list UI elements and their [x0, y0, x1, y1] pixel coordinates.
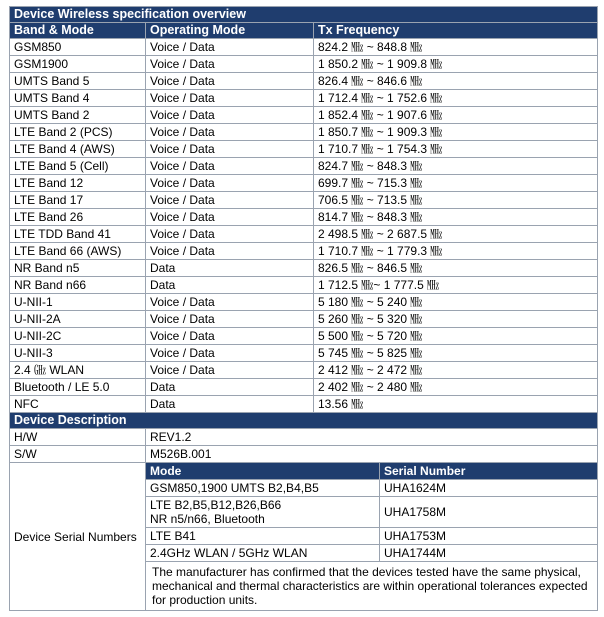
operating-mode-cell: Voice / Data — [146, 73, 314, 90]
spec-row — [10, 73, 598, 90]
band-mode-cell: LTE Band 12 — [10, 175, 146, 192]
spec-row — [10, 209, 598, 226]
tx-frequency-cell: 2 412 ㎒ ~ 2 472 ㎒ — [314, 362, 598, 379]
band-mode-cell: U-NII-2A — [10, 311, 146, 328]
tx-frequency-cell: 1 710.7 ㎒ ~ 1 754.3 ㎒ — [314, 141, 598, 158]
header-tx-frequency: Tx Frequency — [314, 23, 598, 39]
band-mode-cell: LTE Band 17 — [10, 192, 146, 209]
spec-row — [10, 362, 598, 379]
spec-row — [10, 158, 598, 175]
operating-mode-cell: Voice / Data — [146, 141, 314, 158]
operating-mode-cell: Data — [146, 277, 314, 294]
tx-frequency-cell: 5 180 ㎒ ~ 5 240 ㎒ — [314, 294, 598, 311]
spec-title: Device Wireless specification overview — [10, 7, 598, 23]
operating-mode-cell: Voice / Data — [146, 107, 314, 124]
sw-row — [10, 446, 598, 463]
tx-frequency-cell: 5 745 ㎒ ~ 5 825 ㎒ — [314, 345, 598, 362]
tx-frequency-cell: 1 850.7 ㎒ ~ 1 909.3 ㎒ — [314, 124, 598, 141]
hw-value: REV1.2 — [146, 429, 598, 446]
band-mode-cell: U-NII-2C — [10, 328, 146, 345]
manufacturer-note: The manufacturer has confirmed that the devices tested have the same physical, mechanical and thermal characteristics are within operational tolerances expected for production units. — [146, 562, 598, 611]
spec-row — [10, 379, 598, 396]
spec-row — [10, 260, 598, 277]
serial-header-number: Serial Number — [380, 463, 598, 480]
operating-mode-cell: Voice / Data — [146, 124, 314, 141]
tx-frequency-cell: 699.7 ㎒ ~ 715.3 ㎒ — [314, 175, 598, 192]
band-mode-cell: U-NII-1 — [10, 294, 146, 311]
operating-mode-cell: Voice / Data — [146, 328, 314, 345]
operating-mode-cell: Data — [146, 260, 314, 277]
spec-row — [10, 175, 598, 192]
operating-mode-cell: Voice / Data — [146, 362, 314, 379]
band-mode-cell: 2.4 ㎓ WLAN — [10, 362, 146, 379]
operating-mode-cell: Voice / Data — [146, 243, 314, 260]
serial-header-mode: Mode — [146, 463, 380, 480]
band-mode-cell: GSM1900 — [10, 56, 146, 73]
band-mode-cell: GSM850 — [10, 39, 146, 56]
serial-mode: LTE B41 — [146, 528, 380, 545]
operating-mode-cell: Voice / Data — [146, 158, 314, 175]
band-mode-cell: LTE Band 2 (PCS) — [10, 124, 146, 141]
spec-row — [10, 345, 598, 362]
tx-frequency-cell: 824.7 ㎒ ~ 848.3 ㎒ — [314, 158, 598, 175]
spec-row — [10, 243, 598, 260]
sw-label: S/W — [10, 446, 146, 463]
tx-frequency-cell: 1 712.4 ㎒ ~ 1 752.6 ㎒ — [314, 90, 598, 107]
band-mode-cell: LTE Band 26 — [10, 209, 146, 226]
spec-row — [10, 226, 598, 243]
spec-row — [10, 39, 598, 56]
operating-mode-cell: Voice / Data — [146, 294, 314, 311]
operating-mode-cell: Voice / Data — [146, 311, 314, 328]
operating-mode-cell: Voice / Data — [146, 56, 314, 73]
band-mode-cell: NR Band n5 — [10, 260, 146, 277]
operating-mode-cell: Voice / Data — [146, 175, 314, 192]
spec-document — [9, 6, 597, 611]
operating-mode-cell: Voice / Data — [146, 226, 314, 243]
spec-row — [10, 141, 598, 158]
serial-number: UHA1624M — [380, 480, 598, 497]
spec-row — [10, 277, 598, 294]
serial-mode: LTE B2,B5,B12,B26,B66 NR n5/n66, Bluetooth — [146, 497, 380, 528]
operating-mode-cell: Voice / Data — [146, 192, 314, 209]
operating-mode-cell: Voice / Data — [146, 345, 314, 362]
serial-mode: 2.4GHz WLAN / 5GHz WLAN — [146, 545, 380, 562]
operating-mode-cell: Voice / Data — [146, 209, 314, 226]
operating-mode-cell: Data — [146, 396, 314, 413]
band-mode-cell: LTE Band 5 (Cell) — [10, 158, 146, 175]
tx-frequency-cell: 1 712.5 ㎒~ 1 777.5 ㎒ — [314, 277, 598, 294]
tx-frequency-cell: 814.7 ㎒ ~ 848.3 ㎒ — [314, 209, 598, 226]
header-operating-mode: Operating Mode — [146, 23, 314, 39]
tx-frequency-cell: 826.5 ㎒ ~ 846.5 ㎒ — [314, 260, 598, 277]
band-mode-cell: LTE Band 4 (AWS) — [10, 141, 146, 158]
serial-number: UHA1744M — [380, 545, 598, 562]
tx-frequency-cell: 824.2 ㎒ ~ 848.8 ㎒ — [314, 39, 598, 56]
serial-mode: GSM850,1900 UMTS B2,B4,B5 — [146, 480, 380, 497]
band-mode-cell: Bluetooth / LE 5.0 — [10, 379, 146, 396]
wireless-spec-table — [9, 6, 598, 611]
band-mode-cell: LTE TDD Band 41 — [10, 226, 146, 243]
tx-frequency-cell: 1 850.2 ㎒ ~ 1 909.8 ㎒ — [314, 56, 598, 73]
description-title: Device Description — [10, 413, 598, 429]
sw-value: M526B.001 — [146, 446, 598, 463]
band-mode-cell: UMTS Band 5 — [10, 73, 146, 90]
hw-label: H/W — [10, 429, 146, 446]
tx-frequency-cell: 1 852.4 ㎒ ~ 1 907.6 ㎒ — [314, 107, 598, 124]
hw-row — [10, 429, 598, 446]
serial-header-row — [10, 463, 598, 480]
spec-row — [10, 192, 598, 209]
spec-row — [10, 311, 598, 328]
spec-row — [10, 107, 598, 124]
spec-row — [10, 90, 598, 107]
tx-frequency-cell: 5 500 ㎒ ~ 5 720 ㎒ — [314, 328, 598, 345]
serial-number: UHA1753M — [380, 528, 598, 545]
spec-column-headers — [10, 23, 598, 39]
band-mode-cell: U-NII-3 — [10, 345, 146, 362]
band-mode-cell: UMTS Band 4 — [10, 90, 146, 107]
spec-row — [10, 124, 598, 141]
tx-frequency-cell: 1 710.7 ㎒ ~ 1 779.3 ㎒ — [314, 243, 598, 260]
device-serial-numbers-label: Device Serial Numbers — [10, 463, 146, 611]
serial-number: UHA1758M — [380, 497, 598, 528]
tx-frequency-cell: 13.56 ㎒ — [314, 396, 598, 413]
header-band-mode: Band & Mode — [10, 23, 146, 39]
operating-mode-cell: Voice / Data — [146, 90, 314, 107]
description-section-header — [10, 413, 598, 429]
spec-section-header — [10, 7, 598, 23]
spec-row — [10, 56, 598, 73]
tx-frequency-cell: 2 498.5 ㎒ ~ 2 687.5 ㎒ — [314, 226, 598, 243]
tx-frequency-cell: 2 402 ㎒ ~ 2 480 ㎒ — [314, 379, 598, 396]
band-mode-cell: NFC — [10, 396, 146, 413]
band-mode-cell: NR Band n66 — [10, 277, 146, 294]
band-mode-cell: UMTS Band 2 — [10, 107, 146, 124]
tx-frequency-cell: 706.5 ㎒ ~ 713.5 ㎒ — [314, 192, 598, 209]
tx-frequency-cell: 826.4 ㎒ ~ 846.6 ㎒ — [314, 73, 598, 90]
operating-mode-cell: Data — [146, 379, 314, 396]
spec-row — [10, 328, 598, 345]
operating-mode-cell: Voice / Data — [146, 39, 314, 56]
spec-row — [10, 396, 598, 413]
spec-row — [10, 294, 598, 311]
tx-frequency-cell: 5 260 ㎒ ~ 5 320 ㎒ — [314, 311, 598, 328]
band-mode-cell: LTE Band 66 (AWS) — [10, 243, 146, 260]
